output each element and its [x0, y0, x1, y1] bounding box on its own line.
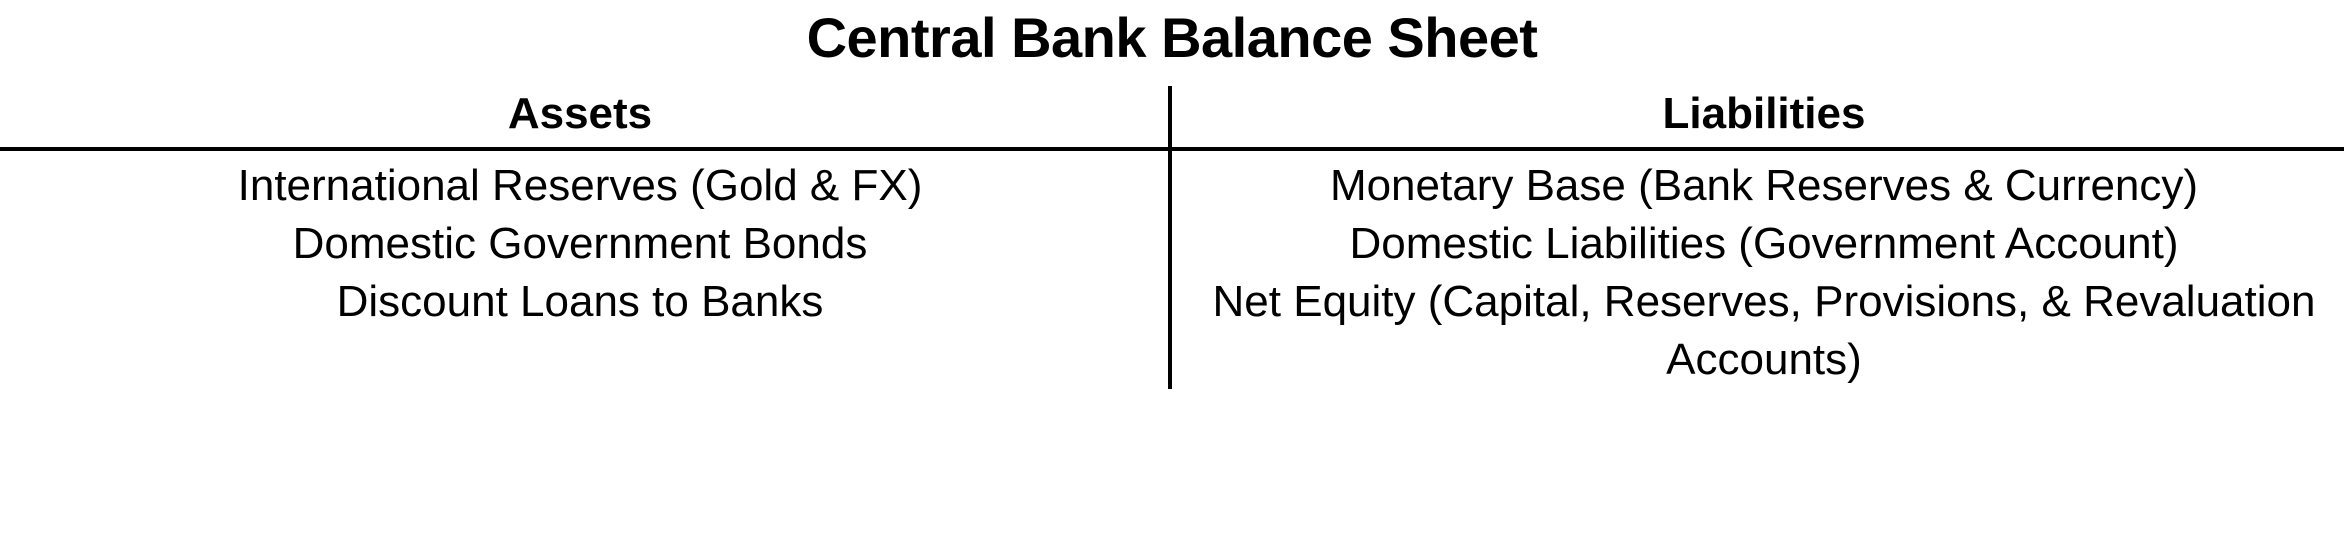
- liabilities-list: [1172, 151, 2344, 389]
- column-header-liabilities: Liabilities: [1662, 89, 1866, 138]
- list-item: Domestic Government Bonds: [292, 219, 868, 269]
- figure-title: Central Bank Balance Sheet: [806, 6, 1538, 69]
- list-item: International Reserves (Gold & FX): [237, 161, 923, 210]
- list-item: Net Equity (Capital, Reserves, Provisions, & Revaluation Accounts): [1212, 277, 2316, 385]
- list-item: Monetary Base (Bank Reserves & Currency): [1329, 161, 2199, 210]
- assets-list: [0, 151, 1172, 389]
- list-item: Discount Loans to Banks: [336, 277, 824, 327]
- table-header-row: [0, 86, 2344, 147]
- column-divider: [1168, 86, 1172, 389]
- column-header-assets: Assets: [507, 89, 653, 138]
- table-body-row: [0, 151, 2344, 389]
- list-item: Domestic Liabilities (Government Account): [1349, 219, 2179, 269]
- balance-sheet-table: [0, 86, 2344, 389]
